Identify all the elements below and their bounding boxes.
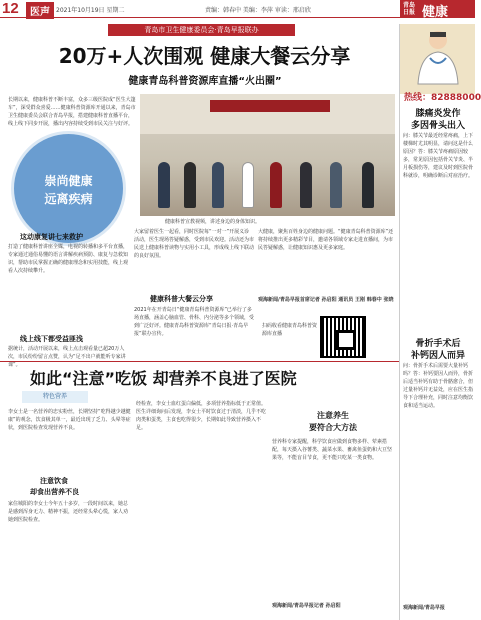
logo-big-text: 健康 (422, 5, 449, 20)
category-tag: 特色营养 (22, 391, 88, 403)
top-kicker: 青岛市卫生健康委员会·青岛早报联办 (108, 24, 295, 36)
doctor-icon (400, 24, 475, 86)
issue-date: 2021年10月19日 星期二 (56, 7, 125, 14)
photo-banner (210, 100, 330, 112)
slogan-line-1: 崇尚健康 (44, 174, 93, 188)
bottom-subhead-2 (272, 410, 394, 434)
subhead-2: 线上线下都受益匪浅 (20, 335, 83, 343)
top-subheadline: 健康青岛科普资源库直播“火出圈” (128, 76, 282, 87)
subhead-3: 健康科普大餐云分享 (150, 295, 213, 303)
bottom-headline: 如此“注意”吃饭 却营养不良进了医院 (30, 369, 297, 388)
sidebar-title-2a: 骨折手术后 (415, 339, 461, 349)
page-header (0, 0, 475, 18)
sidebar-text-2: 问：骨折手术后需要大量补钙吗？答：补钙要因人而异，骨折后适当补钙有助于骨骼愈合，但过量补钙并无益处，应在医生指导下合理补充，同时注意均衡饮食和适当运动。 (403, 363, 474, 409)
bottom-col-1: 李女士是一名营养的忠实粉丝，长期坚持“吃得越少越健康”的观念，饮食极其单一，最近出现了乏力、头晕等症状，到医院检查发现营养不良。 (8, 409, 131, 431)
sidebar-title-1a: 膝痛炎发作 (415, 109, 461, 119)
slogan-line-2: 远离疾病 (44, 192, 93, 206)
bottom-col-2: 家住城阳的李女士今年五十多岁，一段时间以来，她总是感到浑身无力、精神不振，还经常头晕心慌，家人劝她到医院检查。 (8, 501, 129, 523)
slogan-circle (11, 131, 126, 246)
col-2-text: 据统计，活动开展以来，线上点击观看量已超20万人次，市民纷纷留言点赞，认为“足不出户就能听专家讲课”。 (8, 346, 126, 368)
col-3-text: 大家留着医生一起看，同时医院每“一对一”开展义诊活动，医生现场答疑解惑，受到市民欢迎。活动还为市民送上健康科普读物与实用小工具，形成线上线下联动的良好氛围。 (134, 229, 255, 259)
section-label: 医声 (26, 2, 54, 19)
page-number: 12 (2, 0, 19, 17)
sidebar-title-1b: 多因骨头出入 (410, 121, 465, 131)
bottom-byline: 观海新闻/青岛早报记者 孙启阳 (272, 603, 341, 609)
col-5-text: 大健康，聚焦百姓身边的健康问题。“健康青岛科普资源库”还将持续推出更多精彩节目，邀请各领域专家走进直播间，为市民答疑解惑，让健康知识惠及更多家庭。 (258, 229, 394, 251)
sidebar-divider (399, 24, 400, 620)
logo-small-text: 青岛日报 (403, 2, 416, 16)
sidebar-text-1: 问：膝关节最近经常疼痛，上下楼梯时尤其明显，请问这是什么原因？答：膝关节疼痛原因较多，常见原因包括骨关节炎、半月板损伤等，建议及时到医院骨科就诊，明确诊断后对症治疗。 (403, 133, 474, 179)
top-headline: 20万+人次围观 健康大餐云分享 (58, 44, 351, 68)
qr-caption: 扫码收看健康青岛科普资源库直播 (262, 323, 318, 337)
sidebar-title-2b: 补钙因人而异 (410, 351, 465, 361)
bottom-subhead-1b: 却食出营养不良 (30, 488, 79, 496)
column-logo (400, 0, 475, 18)
top-byline: 观海新闻/青岛早报首席记者 孙启阳 通讯员 王刚 韩春中 张晓 (258, 297, 394, 303)
bottom-subhead-2a: 注意养生 (317, 411, 349, 420)
col-4-text: 2021年在开青岛日“健康青岛科普资源库”已举行了多场直播，涵盖心脑血管、骨科、内分泌等多个领域，受到广泛好评。健康青岛科普资源库“青岛日报·青岛早报”联办宣传。 (134, 307, 255, 337)
article-separator (0, 361, 399, 362)
bottom-col-3: 经检查，李女士血红蛋白偏低，多项营养指标低于正常值。医生详细询问后发现，李女士平时饮食过于清淡，几乎不吃肉类和蛋类，主食也吃得很少，长期如此导致营养摄入不足。 (136, 401, 267, 431)
lecture-photo (140, 94, 395, 216)
photo-caption: 健康科普宣教视频，讲述身边的身体知识。 (165, 219, 261, 225)
hotline: 热线：82888000 (404, 93, 481, 103)
bottom-subhead-1: 注意饮食 (40, 477, 68, 485)
intro-text: 长期以来，健康科普不断丰富，众多三级医院成“医生大篷车”，深受群众喜爱……健康科普资源库开通以来，青岛市卫生健康委员会联合青岛早报，搭建健康科普直播平台，线上线下同步开展，播出内容持续受到市民关注与好评。 (8, 97, 136, 127)
subhead-1: 这动康复讲七来救护 (20, 233, 83, 241)
bottom-col-4: 营养科专家提醒，科学饮食应做到食物多样、荤素搭配，每天摄入谷薯类、蔬菜水果、畜禽鱼蛋奶和大豆坚果等，不能盲目节食，更不能只吃某一类食物。 (272, 439, 393, 461)
doctor-illustration (400, 24, 475, 94)
col-1-text: 打造了健康科普讲座全媒，电视的转播和多平台直播，专家通过通俗易懂的语言讲解疾病预防、康复与急救知识，帮助市民掌握正确的健康理念和实用技能，线上观看人次持续攀升。 (8, 244, 129, 274)
bottom-subhead-2b: 要符合大方法 (309, 423, 357, 432)
staff-credits: 责编：韩春中 美编：李萍 审读：邢启欣 (205, 7, 311, 14)
qr-code[interactable] (320, 316, 366, 358)
sidebar-byline: 观海新闻/青岛早报 (403, 605, 445, 611)
